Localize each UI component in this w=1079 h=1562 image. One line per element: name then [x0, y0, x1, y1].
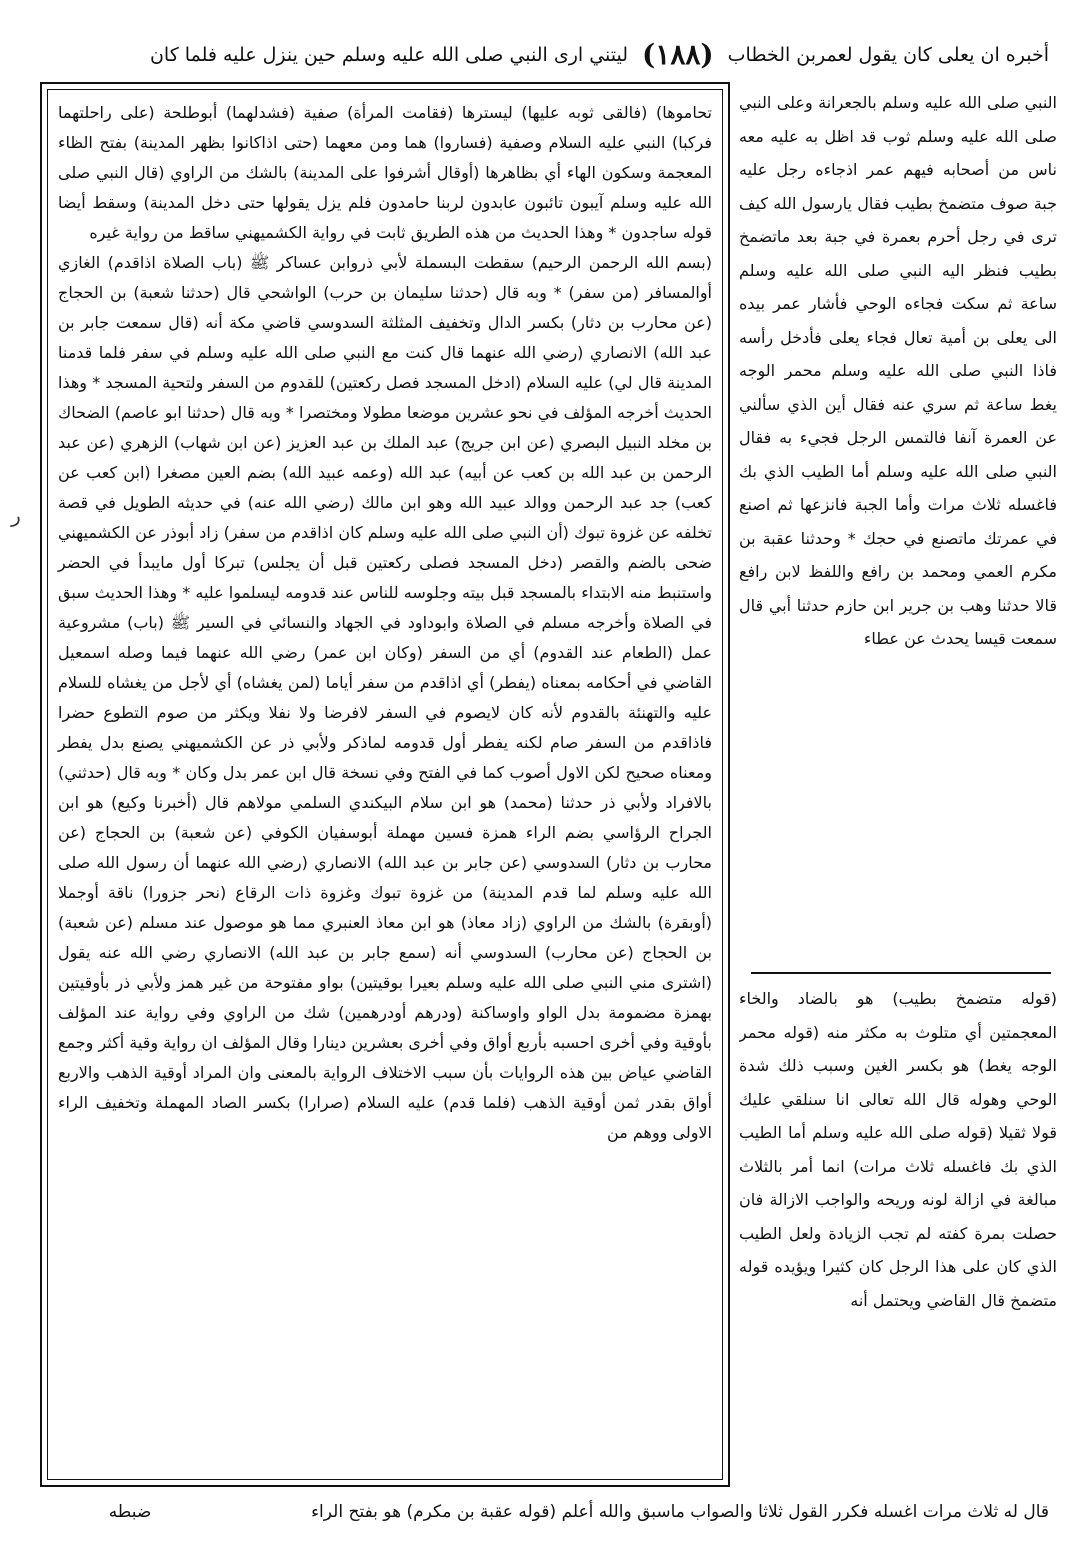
main-text-frame-inner [47, 89, 723, 1480]
side-margin-mark: ر [11, 503, 21, 527]
margin-notes-paragraph: (قوله متضمخ بطيب) هو بالضاد والخاء المعجمتين أي متلوث به مكثر منه (قوله محمر الوجه يغط) هو بكسر الغين وسبب ذلك شدة الوحي وهوله قال الله تعالى انا سنلقي عليك قولا ثقيلا (قوله صلى الله عليه وسلم أما الطيب الذي بك فاغسله ثلاث مرات) انما أمر بالثلاث مبالغة في ازالة لونه وريحه والواجب الازالة فان حصلت بمرة كفته لم تجب الزيادة ولعل الطيب الذي كان على هذا الرجل كان كثيرا ويؤيده قوله متضمخ قال القاضي ويحتمل أنه [739, 989, 1057, 1310]
catchword: ضبطه [108, 1502, 152, 1522]
main-text-frame [40, 82, 730, 1487]
margin-divider [751, 972, 1051, 974]
page-header [55, 30, 1049, 80]
margin-notes-text [739, 982, 1057, 1482]
margin-hadith-text [739, 86, 1057, 966]
page-number: (١٨٨) [642, 38, 714, 71]
main-commentary-text [58, 98, 712, 1148]
page-footer-text: قال له ثلاث مرات اغسله فكرر القول ثلاثا والصواب ماسبق والله أعلم (قوله عقبة بن مكرم) هو بفتح الراء [311, 1502, 1049, 1522]
main-paragraph: تحاموها) (فالقى ثوبه عليها) ليسترها (فقامت المرأة) صفية (فشدلهما) أبوطلحة (على راحلتهما فركبا) النبي عليه السلام وصفية (فساروا) هما ومن معهما (حتى اذاكانوا بظهر المدينة) بفتح الظاء المعجمة وسكون الهاء أي بظاهرها (أوقال أشرفوا على المدينة) بالشك من الراوي (قال النبي صلى الله عليه وسلم آيبون تائبون عابدون لربنا حامدون فلم يزل يقولها حتى دخل المدينة) وسقط أيضا قوله ساجدون * وهذا الحديث من هذه الطريق ثابت في رواية الكشميهني ساقط من رواية غيره [58, 103, 712, 242]
header-left-text: ليتني ارى النبي صلى الله عليه وسلم حين ينزل عليه فلما كان [149, 44, 629, 66]
header-right-text: أخبره ان يعلى كان يقول لعمربن الخطاب [727, 44, 1049, 66]
margin-hadith-paragraph: النبي صلى الله عليه وسلم بالجعرانة وعلى النبي صلى الله عليه وسلم ثوب قد اظل به عليه معه ناس من أصحابه فيهم عمر اذجاءه رجل عليه جبة صوف متضمخ بطيب فقال يارسول الله كيف ترى في رجل أحرم بعمرة في جبة بعد ماتضمخ بطيب فنظر اليه النبي صلى الله عليه وسلم ساعة ثم سكت فجاءه الوحي فأشار عمر بيده الى يعلى بن أمية تعال فجاء يعلى فأدخل رأسه فاذا النبي صلى الله عليه وسلم محمر الوجه يغط ساعة ثم سري عنه فقال أين الذي سألني عن العمرة آنفا فالتمس الرجل فجيء به فقال النبي صلى الله عليه وسلم أما الطيب الذي بك فاغسله ثلاث مرات وأما الجبة فانزعها ثم اصنع في عمرتك ماتصنع في حجك * وحدثنا عقبة بن مكرم العمي ومحمد بن رافع واللفظ لابن رافع قالا حدثنا وهب بن جرير ابن حازم حدثنا أبي قال سمعت قيسا يحدث عن عطاء [739, 93, 1057, 648]
main-paragraph: (بسم الله الرحمن الرحيم) سقطت البسملة لأبي ذروابن عساكر ﷺ (باب الصلاة اذاقدم) الغازي أوالمسافر (من سفر) * وبه قال (حدثنا سليمان بن حرب) الواشحي قال (حدثنا شعبة) بن الحجاج (عن محارب بن دثار) بكسر الدال وتخفيف المثلثة السدوسي قاضي مكة أنه (قال سمعت جابر بن عبد الله) الانصاري (رضي الله عنهما قال كنت مع النبي صلى الله عليه وسلم في سفر فلما قدمنا المدينة قال لي) عليه السلام (ادخل المسجد فصل ركعتين) للقدوم من السفر ولتحية المسجد * وهذا الحديث أخرجه المؤلف في نحو عشرين موضعا مطولا ومختصرا * وبه قال (حدثنا ابو عاصم) الضحاك بن مخلد النبيل البصري (عن ابن جريج) عبد الملك بن عبد العزيز (عن ابن شهاب) الزهري (عن عبد الرحمن بن عبد الله بن كعب عن أبيه) عبد الله (وعمه عبيد الله) بضم العين مصغرا (ابن كعب عن كعب) جد عبد الرحمن ووالد عبيد الله وهو ابن مالك (رضي الله عنه) في حديثه الطويل في قصة تخلفه عن غزوة تبوك (أن النبي صلى الله عليه وسلم كان اذاقدم من سفر) زاد أبوذر عن الكشميهني ضحى بالضم والقصر (دخل المسجد فصلى ركعتين قبل أن يجلس) تبركا أول مايبدأ في الحضر واستنبط منه الابتداء بالمسجد قبل بيته وجلوسه للناس عند قدومه ليسلموا عليه * وهذا الحديث سبق في الصلاة وأخرجه مسلم في الصلاة وابوداود في الجهاد والنسائي في السير ﷺ (باب) مشروعية عمل (الطعام عند القدوم) أي من السفر (وكان ابن عمر) رضي الله عنهما فيما وصله اسمعيل القاضي في أحكامه بمعناه (يفطر) أي اذاقدم من سفر أياما (لمن يغشاه) أي لأجل من يغشاه للسلام عليه والتهنئة بالقدوم لأنه كان لايصوم في السفر لافرضا ولا نفلا ويكثر من صوم التطوع حضرا فاذاقدم من السفر صام لكنه يفطر أول قدومه لماذكر ولأبي ذر عن الكشميهني يصنع بدل يفطر ومعناه صحيح لكن الاول أصوب كما في الفتح وفي نسخة قال ابن عمر بدل وكان * وبه قال (حدثني) بالافراد ولأبي ذر حدثنا (محمد) هو ابن سلام البيكندي السلمي مولاهم قال (أخبرنا وكيع) هو ابن الجراح الرؤاسي بضم الراء همزة فسين مهملة أبوسفيان الكوفي (عن شعبة) بن الحجاج (عن محارب بن دثار) السدوسي (عن جابر بن عبد الله) الانصاري (رضي الله عنهما أن رسول الله صلى الله عليه وسلم لما قدم المدينة) من غزوة تبوك وغزوة ذات الرقاع (نحر جزورا) ناقة أوجملا (أوبقرة) بالشك من الراوي (زاد معاذ) هو ابن معاذ العنبري مما هو موصول عند مسلم (عن شعبة) بن الحجاج (عن محارب) السدوسي أنه (سمع جابر بن عبد الله) الانصاري رضي الله عنه يقول (اشترى مني النبي صلى الله عليه وسلم بعيرا بوقيتين) بواو مفتوحة من غير همز ولأبي ذر بأوقيتين بهمزة مضمومة بدل الواو واوساكنة (ودرهم أودرهمين) شك من الراوي وفي رواية عند المؤلف بأوقية وفي أخرى احسبه بأربع أواق وفي أخرى بعشرين دينارا وقال المؤلف ان رواية وقية أكثر وجمع القاضي عياض بين هذه الروايات بأن سبب الاختلاف الرواية بالمعنى وان المراد أوقية الذهب والاربع أواق بقدر ثمن أوقية الذهب (فلما قدم) عليه السلام (صرارا) بكسر الصاد المهملة وتخفيف الراء الاولى ووهم من [58, 253, 712, 1142]
